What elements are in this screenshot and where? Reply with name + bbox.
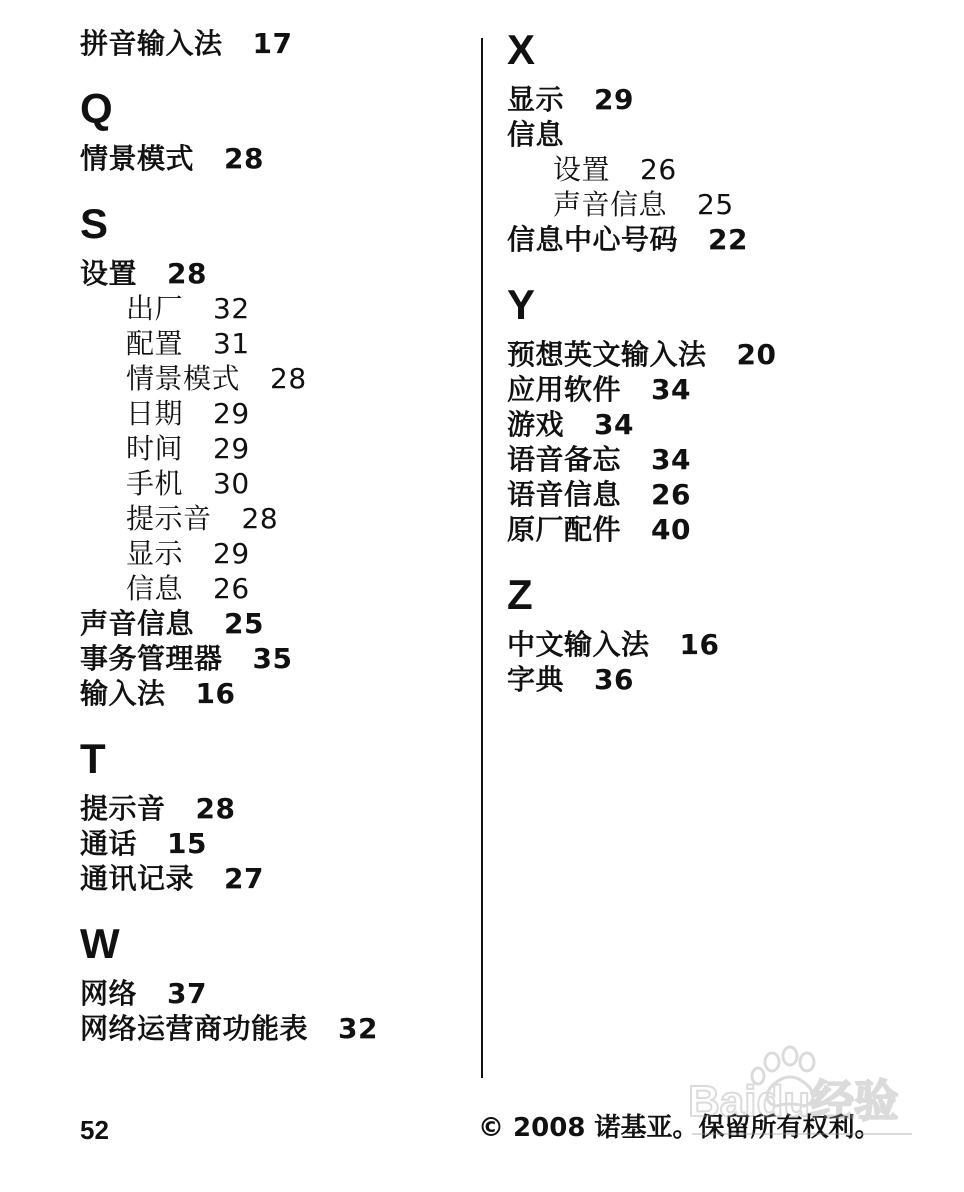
subentry-label: 信息 xyxy=(126,572,184,605)
index-entry xyxy=(80,641,470,676)
index-entry xyxy=(507,442,947,477)
index-subentry xyxy=(507,187,947,222)
entry-page-number: 35 xyxy=(252,642,293,675)
index-subentry xyxy=(80,361,470,396)
index-entry xyxy=(507,407,947,442)
entry-page-number: 40 xyxy=(651,513,691,546)
index-section xyxy=(507,281,947,547)
entry-label: 中文输入法 xyxy=(507,628,650,661)
index-entry xyxy=(80,256,470,291)
entry-page-number: 16 xyxy=(679,628,720,661)
subentry-label: 时间 xyxy=(126,432,184,465)
subentry-label: 声音信息 xyxy=(553,188,668,221)
section-letter: X xyxy=(507,26,536,73)
entry-label: 游戏 xyxy=(507,408,565,441)
section-letter: Z xyxy=(507,571,533,618)
index-entry xyxy=(80,791,470,826)
entry-label: 信息 xyxy=(507,118,565,151)
entry-page-number: 20 xyxy=(736,338,777,371)
entry-label: 显示 xyxy=(507,83,565,116)
entry-label: 语音信息 xyxy=(507,478,622,511)
index-section xyxy=(80,735,470,896)
index-subentry xyxy=(80,291,470,326)
watermark-brand-text: Baidu经验 xyxy=(688,1077,899,1126)
subentry-label: 出厂 xyxy=(126,292,184,325)
entry-label: 输入法 xyxy=(80,677,166,710)
index-subentry xyxy=(80,571,470,606)
subentry-page-number: 29 xyxy=(213,397,250,430)
index-entry xyxy=(80,1011,470,1046)
entry-label: 网络运营商功能表 xyxy=(80,1012,309,1045)
index-subentry xyxy=(80,536,470,571)
subentry-page-number: 31 xyxy=(213,327,250,360)
entry-page-number: 22 xyxy=(708,223,748,256)
entry-page-number: 34 xyxy=(651,443,691,476)
index-entry xyxy=(80,676,470,711)
entry-page-number: 25 xyxy=(224,607,264,640)
index-subentry xyxy=(80,501,470,536)
index-entry xyxy=(507,512,947,547)
entry-page-number: 28 xyxy=(224,142,264,175)
entry-label: 原厂配件 xyxy=(507,513,622,546)
entry-label: 声音信息 xyxy=(80,607,195,640)
index-entry xyxy=(80,606,470,641)
section-letter: Y xyxy=(507,281,536,328)
index-entry xyxy=(507,477,947,512)
entry-label: 事务管理器 xyxy=(80,642,223,675)
subentry-label: 日期 xyxy=(126,397,184,430)
entry-page-number: 15 xyxy=(167,827,207,860)
entry-label: 语音备忘 xyxy=(507,443,622,476)
subentry-page-number: 26 xyxy=(640,153,677,186)
index-section xyxy=(507,571,947,697)
index-entry xyxy=(507,627,947,662)
entry-page-number: 28 xyxy=(167,257,207,290)
subentry-page-number: 29 xyxy=(213,432,250,465)
index-subentry xyxy=(80,396,470,431)
entry-label: 应用软件 xyxy=(507,373,622,406)
index-entry xyxy=(507,337,947,372)
subentry-page-number: 29 xyxy=(213,537,250,570)
entry-page-number: 28 xyxy=(195,792,236,825)
entry-page-number: 32 xyxy=(338,1012,378,1045)
index-section xyxy=(80,200,470,711)
subentry-label: 手机 xyxy=(126,467,184,500)
index-entry xyxy=(507,662,947,697)
section-letter: Q xyxy=(80,85,113,132)
index-entry xyxy=(80,826,470,861)
entry-label: 设置 xyxy=(80,257,138,290)
entry-label: 通讯记录 xyxy=(80,862,195,895)
entry-page-number: 26 xyxy=(651,478,691,511)
index-entry xyxy=(80,141,470,176)
entry-page-number: 36 xyxy=(594,663,634,696)
page-number: 52 xyxy=(80,1115,109,1145)
subentry-page-number: 30 xyxy=(213,467,250,500)
entry-label: 通话 xyxy=(80,827,138,860)
index-entry xyxy=(507,222,947,257)
copyright-notice: © 2008 诺基亚。保留所有权利。 xyxy=(478,1113,881,1143)
entry-label: 提示音 xyxy=(80,792,166,825)
subentry-label: 设置 xyxy=(553,153,611,186)
index-section xyxy=(80,26,470,61)
index-section xyxy=(80,920,470,1046)
subentry-label: 情景模式 xyxy=(126,362,241,395)
entry-page-number: 16 xyxy=(195,677,236,710)
entry-label: 网络 xyxy=(80,977,138,1010)
entry-page-number: 34 xyxy=(594,408,634,441)
entry-label: 情景模式 xyxy=(80,142,195,175)
index-subentry xyxy=(80,466,470,501)
index-section xyxy=(507,26,947,257)
section-letter: W xyxy=(80,920,120,967)
entry-label: 信息中心号码 xyxy=(507,223,679,256)
index-subentry xyxy=(507,152,947,187)
subentry-page-number: 28 xyxy=(241,502,279,535)
subentry-label: 配置 xyxy=(126,327,184,360)
section-letter: S xyxy=(80,200,109,247)
subentry-page-number: 25 xyxy=(697,188,734,221)
baidu-watermark-logo xyxy=(686,1044,922,1156)
index-entry xyxy=(507,82,947,117)
index-subentry xyxy=(80,326,470,361)
index-entry xyxy=(507,372,947,407)
section-letter: T xyxy=(80,735,106,782)
index-column-left xyxy=(80,26,470,1046)
subentry-label: 提示音 xyxy=(126,502,212,535)
index-entry xyxy=(507,117,947,152)
entry-page-number: 17 xyxy=(252,27,293,60)
index-column-right xyxy=(507,26,947,697)
entry-page-number: 29 xyxy=(594,83,634,116)
entry-page-number: 34 xyxy=(651,373,691,406)
entry-label: 字典 xyxy=(507,663,565,696)
index-entry xyxy=(80,976,470,1011)
index-entry xyxy=(80,861,470,896)
index-entry xyxy=(80,26,470,61)
column-divider xyxy=(481,38,483,1078)
subentry-page-number: 32 xyxy=(213,292,250,325)
subentry-label: 显示 xyxy=(126,537,184,570)
subentry-page-number: 26 xyxy=(213,572,250,605)
index-subentry xyxy=(80,431,470,466)
index-section xyxy=(80,85,470,176)
subentry-page-number: 28 xyxy=(270,362,307,395)
entry-label: 预想英文输入法 xyxy=(507,338,707,371)
entry-label: 拼音输入法 xyxy=(80,27,223,60)
entry-page-number: 27 xyxy=(224,862,264,895)
entry-page-number: 37 xyxy=(167,977,207,1010)
